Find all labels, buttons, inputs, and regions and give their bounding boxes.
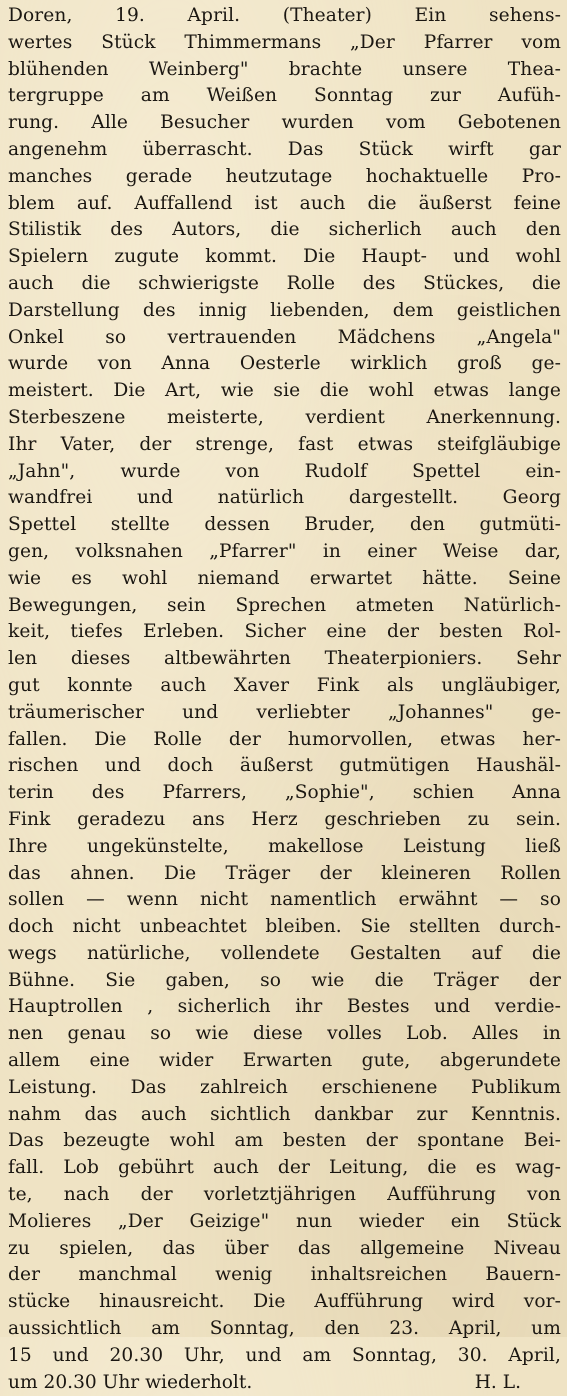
article-line: Spettel stellte dessen Bruder, den gutmüti- [8,514,561,536]
article-line: Bühne. Sie gaben, so wie die Träger der [8,969,561,991]
article-line: Ihr Vater, der strenge, fast etwas steifgläubige [8,433,561,455]
article-line: angenehm überrascht. Das Stück wirft gar [8,138,561,160]
article-line: meistert. Die Art, wie sie die wohl etwas lange [8,380,561,402]
article-line: das ahnen. Die Träger der kleineren Rollen [8,862,561,884]
closing-line: um 20.30 Uhr wiederholt. [8,1371,253,1393]
article-line: Ihre ungekünstelte, makellose Leistung ließ [8,835,561,857]
article-line: fall. Lob gebührt auch der Leitung, die es wag- [8,1157,561,1179]
article-line: allem eine wider Erwarten gute, abgerundete [8,1050,561,1072]
article-line: keit, tiefes Erleben. Sicher eine der besten Rol- [8,621,561,643]
article-line: rung. Alle Besucher wurden vom Gebotenen [8,112,561,134]
article-line: sollen — wenn nicht namentlich erwähnt — so [8,889,561,911]
article-line: gut konnte auch Xaver Fink als ungläubiger, [8,674,561,696]
article-line: te, nach der vorletztjährigen Aufführung von [8,1184,561,1206]
article-line: Bewegungen, sein Sprechen atmeten Natürlich- [8,594,561,616]
article-line: wie es wohl niemand erwartet hätte. Seine [8,567,561,589]
article-line: Sterbeszene meisterte, verdient Anerkennung. [8,406,561,428]
article-body [8,3,561,1370]
article-line: auch die schwierigste Rolle des Stückes, die [8,272,561,294]
article-line: aussichtlich am Sonntag, den 23. April, um [8,1318,561,1340]
article-line: Onkel so vertrauenden Mädchens „Angela" [8,326,561,348]
article-line: doch nicht unbeachtet bleiben. Sie stellten durch- [8,916,561,938]
article-line: rischen und doch äußerst gutmütigen Haushäl- [8,755,561,777]
article-line: Darstellung des innig liebenden, dem geistlichen [8,299,561,321]
article-line: Fink geradezu ans Herz geschrieben zu sein. [8,808,561,830]
article-line: wertes Stück Thimmermans „Der Pfarrer vom [8,31,561,53]
article-line: len dieses altbewährten Theaterpioniers. Sehr [8,648,561,670]
article-line: Hauptrollen , sicherlich ihr Bestes und verdie- [8,996,561,1018]
article-line: terin des Pfarrers, „Sophie", schien Anna [8,782,561,804]
article-line: wurde von Anna Oesterle wirklich groß ge- [8,353,561,375]
article-closing [8,1370,561,1396]
article-line: Doren, 19. April. (Theater) Ein sehens- [8,5,561,26]
article-line: Das bezeugte wohl am besten der spontane Bei- [8,1130,561,1152]
article-line: blem auf. Auffallend ist auch die äußerst feine [8,192,561,214]
article-line: wegs natürliche, vollendete Gestalten auf die [8,942,561,964]
article-line: stücke hinausreicht. Die Aufführung wird vor- [8,1291,561,1313]
article-line: der manchmal wenig inhaltsreichen Bauern- [8,1264,561,1286]
article-line: zu spielen, das über das allgemeine Niveau [8,1237,561,1259]
article-line: 15 und 20.30 Uhr, und am Sonntag, 30. April, [8,1344,561,1366]
article-line: tergruppe am Weißen Sonntag zur Aufüh- [8,85,561,107]
article-line: nahm das auch sichtlich dankbar zur Kenntnis. [8,1103,561,1125]
author-signature: H. L. [474,1371,521,1393]
article-line: manches gerade heutzutage hochaktuelle Pro- [8,165,561,187]
article-line: „Jahn", wurde von Rudolf Spettel ein- [8,460,561,482]
article-line: gen, volksnahen „Pfarrer" in einer Weise dar, [8,540,561,562]
article-line: wandfrei und natürlich dargestellt. Georg [8,487,561,509]
article-line: blühenden Weinberg" brachte unsere Thea- [8,58,561,80]
article-line: Stilistik des Autors, die sicherlich auch den [8,219,561,241]
article-line: fallen. Die Rolle der humorvollen, etwas her- [8,728,561,750]
article-line: träumerischer und verliebter „Johannes" ge- [8,701,561,723]
article-line: nen genau so wie diese volles Lob. Alles in [8,1023,561,1045]
article-line: Molieres „Der Geizige" nun wieder ein Stück [8,1210,561,1232]
article-line: Spielern zugute kommt. Die Haupt- und wohl [8,246,561,268]
article-line: Leistung. Das zahlreich erschienene Publikum [8,1076,561,1098]
